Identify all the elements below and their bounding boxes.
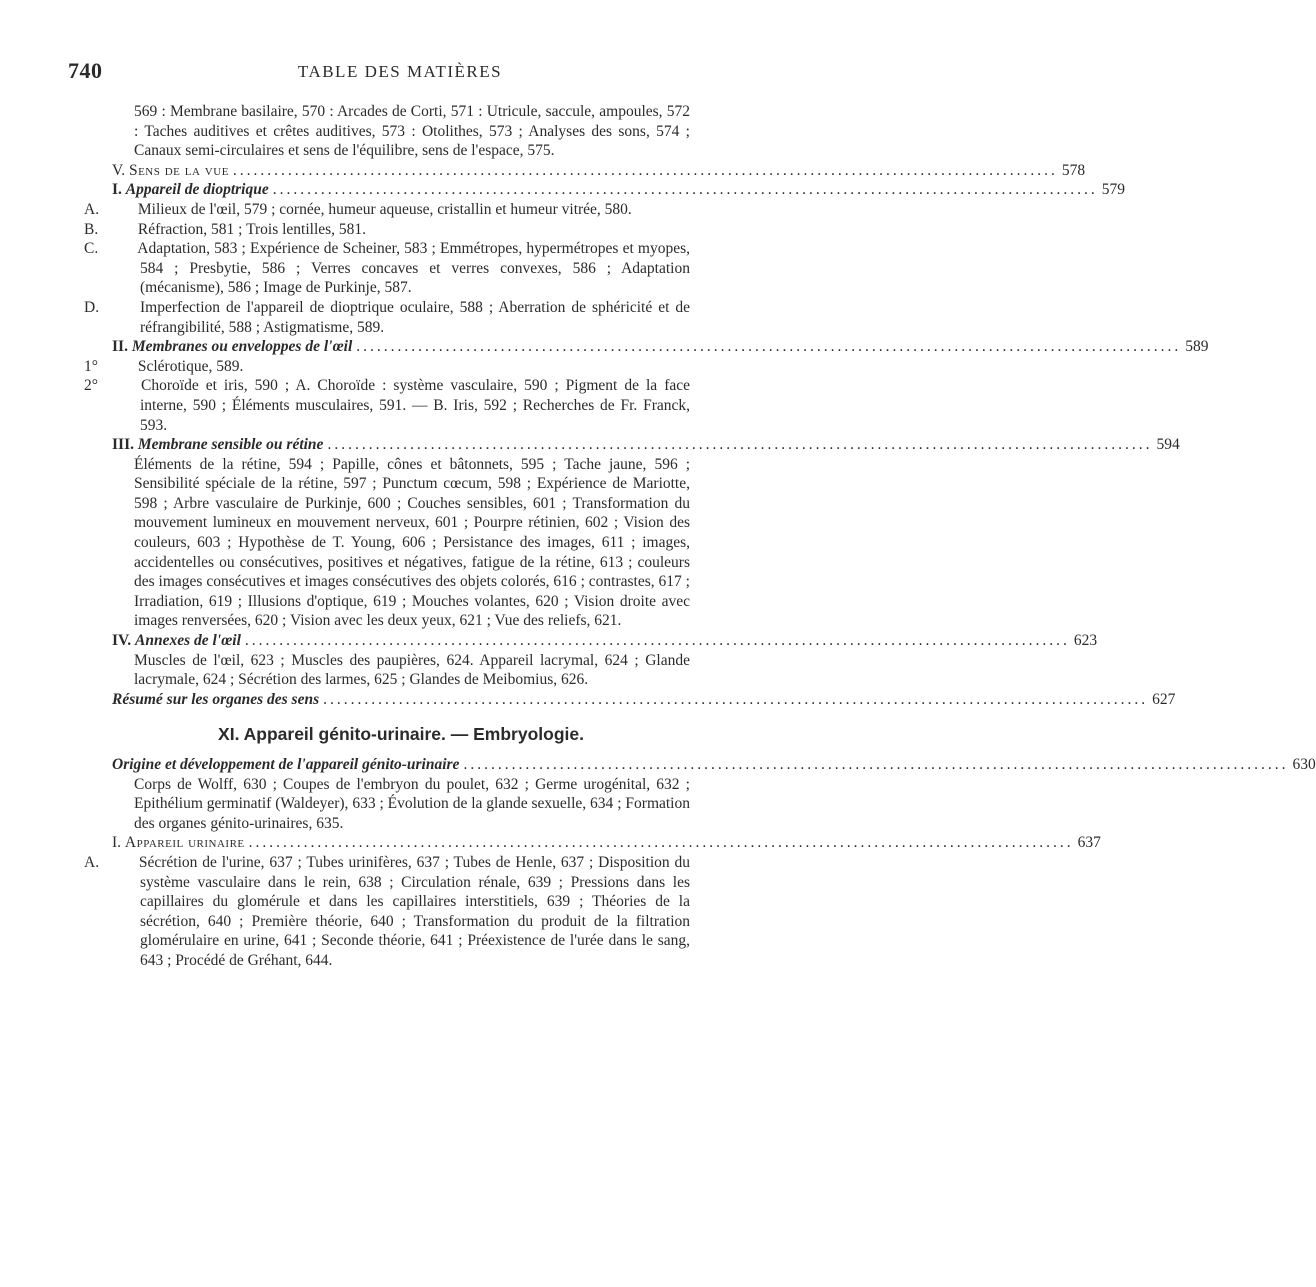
entry-marker: A. [84,200,100,218]
toc-entry [112,631,1098,651]
leader-dots: ........................................................................................................................ [356,338,1182,356]
entry-text: Sécrétion de l'urine, 637 ; Tubes urinifères, 637 ; Tubes de Henle, 637 ; Disposition du système vasculaire dans le rein, 638 ; Circulation rénale, 639 ; Pressions dans les capillaires du glomérule et dans les capillaires interstitiels, 639 ; Théories de la sécrétion, 640 ; Première théorie, 640 ; Transformation du produit de la filtration glomérulaire en urine, 641 ; Seconde théorie, 641 ; Préexistence de l'urée dans le sang, 643 ; Procédé de Gréhant, 644. [138,853,690,969]
toc-paragraph [84,220,690,240]
entry-label [112,631,241,651]
toc-entry [112,435,1180,455]
toc-paragraph [112,102,690,161]
entry-title: Origine et développement de l'appareil génito-urinaire [112,756,460,773]
entry-marker: 2° [84,377,98,395]
leader-dots: ........................................................................................................................ [232,161,1058,179]
table-of-contents [84,102,1316,971]
entry-text: Milieux de l'œil, 579 ; cornée, humeur aqueuse, cristallin et humeur vitrée, 580. [137,200,632,218]
toc-paragraph [112,651,690,690]
entry-marker: IV. [112,632,132,650]
entry-text: Éléments de la rétine, 594 ; Papille, cônes et bâtonnets, 595 ; Tache jaune, 596 ; Sensibilité spéciale de la rétine, 597 ; Punctum cœcum, 598 ; Expérience de Mariotte, 598 ; Arbre vasculaire de Purkinje, 600 ; Couches sensibles, 601 ; Transformation du mouvement lumineux en mouvement nerveux, 601 ; Pourpre rétinien, 602 ; Vision des couleurs, 603 ; Hypothèse de T. Young, 606 ; Persistance des images, 611 ; images, accidentelles ou consécutives, positives et négatives, fatigue de la rétine, 613 ; couleurs des images consécutives et images consécutives des objets colorés, 616 ; contrastes, 617 ; Irradiation, 619 ; Illusions d'optique, 619 ; Mouches volantes, 620 ; Vision droite avec images renversées, 620 ; Vision avec les deux yeux, 621 ; Vue des reliefs, 621. [134,455,690,630]
entry-text: Sclérotique, 589. [137,357,244,375]
toc-paragraph [84,853,690,971]
page-header [0,58,800,88]
entry-text: 569 : Membrane basilaire, 570 : Arcades de Corti, 571 : Utricule, saccule, ampoules, 572 : Taches auditives et crêtes auditives, 573 : Otolithes, 573 ; Analyses des sons, 574 ; Canaux semi-circulaires et sens de l'équilibre, sens de l'espace, 575. [134,103,690,160]
entry-title: Sens de la vue [128,161,229,179]
entry-text: Choroïde et iris, 590 ; A. Choroïde : système vasculaire, 590 ; Pigment de la face interne, 590 ; Éléments musculaires, 591. — B. Iris, 592 ; Recherches de Fr. Franck, 593. [140,377,690,434]
entry-page: 579 [1101,181,1125,199]
entry-text: Réfraction, 581 ; Trois lentilles, 581. [137,220,367,238]
leader-dots: ........................................................................................................................ [323,690,1149,708]
entry-label [112,833,245,853]
leader-dots: ........................................................................................................................ [272,181,1098,199]
entry-marker: 1° [84,357,98,375]
entry-label [112,180,269,200]
toc-paragraph [112,775,690,834]
entry-title: Appareil urinaire [124,834,245,852]
toc-paragraph [84,239,690,298]
entry-text: Corps de Wolff, 630 ; Coupes de l'embryon du poulet, 632 ; Germe urogénital, 632 ; Epithélium germinatif (Waldeyer), 633 ; Évolution de la glande sexuelle, 634 ; Formation des organes génito-urinaires, 635. [134,775,690,832]
chapter-heading: XI. Appareil génito-urinaire. — Embryologie. [218,724,584,745]
entry-page: 594 [1156,436,1180,454]
entry-label [112,435,323,455]
leader-dots: ........................................................................................................................ [327,436,1153,454]
entry-label [112,755,459,775]
entry-title: Annexes de l'œil [134,632,241,650]
entry-marker: C. [84,240,99,258]
entry-text: Adaptation, 583 ; Expérience de Scheiner, 583 ; Emmétropes, hypermétropes et myopes, 584 ; Presbytie, 586 ; Verres concaves et verres convexes, 586 ; Adaptation (mécanisme), 586 ; Image de Purkinje, 587. [137,240,690,297]
toc-entry [112,337,1209,357]
toc-paragraph [84,200,690,220]
toc-entry [112,180,1125,200]
page-number: 740 [68,58,103,83]
entry-page: 578 [1061,161,1086,179]
entry-label [112,337,352,357]
leader-dots: ........................................................................................................................ [244,632,1070,650]
leader-dots: ........................................................................................................................ [463,756,1289,773]
entry-marker: I. [112,834,122,852]
toc-entry [112,161,1086,181]
entry-marker: D. [84,298,100,316]
toc-entry [112,833,1101,853]
entry-title: Appareil de dioptrique [125,181,269,199]
entry-title: Membrane sensible ou rétine [137,436,324,454]
entry-page: 630 [1292,756,1316,773]
entry-marker: II. [112,338,128,356]
entry-page: 589 [1185,338,1209,356]
toc-paragraph [84,298,691,337]
entry-marker: V. [112,161,126,179]
entry-text: Imperfection de l'appareil de dioptrique oculaire, 588 ; Aberration de sphéricité et de réfrangibilité, 588 ; Astigmatisme, 589. [139,298,691,336]
entry-marker: III. [112,436,134,454]
entry-page: 637 [1077,834,1101,852]
entry-marker: A. [84,853,100,871]
entry-page: 623 [1073,632,1098,650]
entry-title: Résumé sur les organes des sens [112,690,320,708]
entry-label [112,161,229,181]
entry-text: Muscles de l'œil, 623 ; Muscles des paupières, 624. Appareil lacrymal, 624 ; Glande lacrymale, 624 ; Sécrétion des larmes, 625 ; Glandes de Meibomius, 626. [134,651,690,689]
toc-paragraph [112,455,690,631]
leader-dots: ........................................................................................................................ [248,834,1074,852]
running-title: TABLE DES MATIÈRES [297,62,503,81]
entry-label [112,690,319,710]
toc-paragraph [84,357,690,377]
entry-marker: B. [84,220,99,238]
toc-entry [112,690,1176,710]
entry-title: Membranes ou enveloppes de l'œil [131,338,353,356]
toc-entry [112,755,1316,775]
toc-paragraph [84,376,690,435]
entry-marker: I. [112,181,122,199]
entry-page: 627 [1152,690,1176,708]
